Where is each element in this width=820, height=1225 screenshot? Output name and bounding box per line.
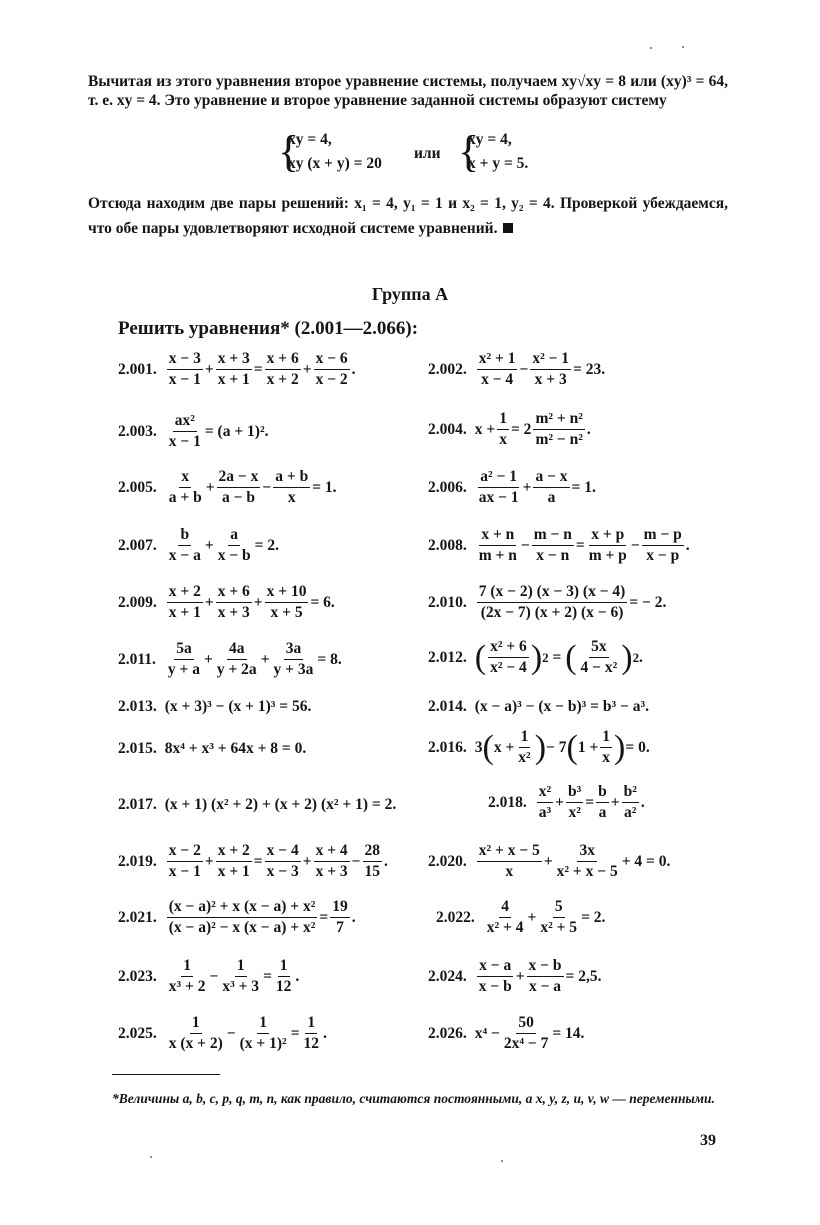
numerator: 1 [190, 1014, 202, 1034]
footnote-rule [112, 1074, 220, 1075]
numerator: m² + n² [533, 410, 584, 430]
fraction [642, 526, 684, 565]
fraction [600, 728, 612, 767]
problem-number: 2.004. [428, 420, 467, 438]
numerator: 4 [499, 898, 511, 918]
fraction [216, 350, 252, 389]
problem-2-004: 2.004. x + $\frac{1}{x}$ = 2 $\frac{\text{m² + n²}}{\text{m² − n²}}$ . [428, 410, 591, 448]
problem-number: 2.018. [488, 793, 527, 811]
denominator: x − p [646, 547, 680, 564]
parenthesis: ) [614, 728, 626, 766]
problem-2-020: 2.020. $\frac{\text{x² + x − 5}}{x}$ + $\frac{3x}{\text{x² + x − 5}}$ + 4 = 0. [428, 842, 671, 880]
denominator: x³ + 2 [168, 978, 206, 995]
mid: − 7 [546, 738, 567, 756]
numerator: x² + 1 [477, 350, 518, 370]
rhs: = 2. [581, 908, 606, 926]
denominator: x − b [478, 978, 512, 995]
fraction [167, 898, 318, 937]
fraction [166, 640, 202, 679]
solve-heading: Решить уравнения* (2.001—2.066): [118, 318, 419, 339]
problem-2-014 [428, 698, 649, 716]
numerator: x + n [479, 526, 516, 546]
rhs: = 8. [317, 650, 342, 668]
denominator: x [602, 749, 611, 766]
fraction [220, 957, 261, 996]
problem-2-021: 2.021. $\frac{\text{(x − a)² + x (x − a) + x²}}{\text{(x − a)² − x (x − a) + x²}}$ = $\frac{19}{7}$ . [118, 898, 356, 936]
numerator: x + 3 [216, 350, 252, 370]
fraction [273, 468, 310, 507]
lhs: x + [474, 420, 496, 438]
exponent: 2 [632, 649, 640, 665]
denominator: y + 3a [273, 661, 314, 678]
inner: 1 + [577, 738, 599, 756]
numerator: 19 [330, 898, 350, 918]
problem-2-011: 2.011. $\frac{5a}{y + a}$ + $\frac{4a}{y + 2a}$ + $\frac{3a}{y + 3a}$ = 8. [118, 640, 342, 678]
problem-number: 2.003. [118, 422, 157, 440]
numerator: 3x [577, 842, 597, 862]
fraction [216, 583, 252, 622]
problem-2-010 [428, 583, 666, 622]
system-left-eq2: xy (x + y) = 20 [288, 155, 382, 172]
denominator: x + 5 [270, 604, 303, 621]
rhs: + 4 = 0. [621, 852, 671, 870]
rhs: = (a + 1)². [204, 422, 269, 440]
fraction [587, 526, 629, 565]
problem-2-018: 2.018. $\frac{\text{x²}}{\text{a³}}$ + $\frac{\text{b³}}{\text{x²}}$ = $\frac{b}{a}$ + $\frac{\text{b²}}{\text{a²}}$ . [488, 783, 645, 821]
result-text: Отсюда находим две пары решений: x₁ = 4, y₁ = 1 и x₂ = 1, y₂ = 4. Проверкой убеждаемся, что обе пары удовлетворяют исходной системе уравнений. [88, 195, 728, 237]
system-left-eq1: xy = 4, [288, 131, 332, 148]
numerator: b² [622, 783, 639, 803]
numerator: a + b [273, 468, 310, 488]
footnote: *Величины a, b, c, p, q, m, n, как правило, считаются постоянными, а x, y, z, u, v, w — переменными. [112, 1091, 715, 1106]
problem-number: 2.010. [428, 593, 467, 611]
rhs: = 23. [573, 360, 606, 378]
rhs: = 2,5. [565, 967, 602, 985]
fraction [167, 842, 203, 881]
scan-speck [501, 1160, 503, 1162]
system-or: или [414, 145, 441, 162]
numerator: ax² [173, 412, 197, 432]
numerator: 2a − x [217, 468, 261, 488]
numerator: 5a [174, 640, 194, 660]
numerator: x [179, 468, 191, 488]
fraction [622, 783, 639, 822]
numerator: 5x [589, 638, 609, 658]
denominator: (x − a)² − x (x − a) + x² [168, 919, 316, 936]
parenthesis: ( [474, 638, 487, 676]
problem-number: 2.016. [428, 738, 467, 756]
numerator: b³ [566, 783, 583, 803]
brace-right: { [458, 127, 480, 176]
rhs: = 2. [254, 536, 279, 554]
brace-left: { [278, 127, 300, 176]
numerator: 1 [497, 410, 509, 430]
problem-2-008: 2.008. $\frac{x + n}{m + n}$ − $\frac{m - n}{x - n}$ = $\frac{x + p}{m + p}$ − $\frac{m - p}{x - p}$ . [428, 526, 690, 564]
group-title: Группа А [371, 284, 449, 304]
fraction [533, 410, 584, 449]
fraction [167, 1014, 225, 1053]
problem-2-003 [118, 412, 268, 451]
scan-speck [150, 1156, 152, 1158]
problem-2-005: 2.005. $\frac{x}{a + b}$ + $\frac{2a - x}{a - b}$ − $\frac{a + b}{x}$ = 1. [118, 468, 337, 506]
numerator: 1 [257, 1014, 269, 1034]
problem-number: 2.011. [118, 650, 156, 668]
fraction [533, 468, 569, 507]
denominator: 2x⁴ − 7 [503, 1035, 549, 1052]
equation: 8x⁴ + x³ + 64x + 8 = 0. [164, 740, 307, 757]
problem-number: 2.013. [118, 698, 157, 715]
problem-2-015 [118, 740, 306, 758]
problem-number: 2.001. [118, 360, 157, 378]
denominator: x + 1 [217, 863, 250, 880]
fraction [497, 410, 509, 449]
denominator: x − 1 [168, 371, 201, 388]
problem-number: 2.024. [428, 967, 467, 985]
numerator: 1 [519, 728, 531, 748]
fraction [215, 640, 259, 679]
scan-speck [650, 47, 652, 49]
problem-2-019: 2.019. $\frac{x - 2}{x - 1}$ + $\frac{x + 2}{x + 1}$ = $\frac{x - 4}{x - 3}$ + $\frac{x + 4}{x + 3}$ − $\frac{28}{15}$ . [118, 842, 388, 880]
rhs: = 6. [310, 593, 335, 611]
denominator: x² + 4 [486, 919, 524, 936]
problem-number: 2.008. [428, 536, 467, 554]
numerator: 1 [600, 728, 612, 748]
fraction [532, 526, 574, 565]
problem-number: 2.021. [118, 908, 157, 926]
denominator: 12 [303, 1035, 320, 1052]
numerator: b [178, 526, 191, 546]
numerator: x − 4 [265, 842, 301, 862]
problem-2-002: 2.002. $\frac{\text{x² + 1}}{x - 4}$ − $\frac{\text{x² − 1}}{x + 3}$ = 23. [428, 350, 606, 388]
numerator: 50 [516, 1014, 536, 1034]
denominator: x² [518, 749, 531, 766]
denominator: x [287, 489, 296, 506]
problem-2-012: 2.012. ( $\frac{\text{x² + 6}}{\text{x² − 4}}$ ) 2 = ( $\frac{5x}{\text{4 − x²}}$ ) 2 . [428, 638, 643, 676]
numerator: m − p [642, 526, 684, 546]
fraction [527, 957, 564, 996]
denominator: (x + 1)² [239, 1035, 287, 1052]
fraction [167, 583, 203, 622]
fraction [167, 468, 204, 507]
equation: (x + 1) (x² + 2) + (x + 2) (x² + 1) = 2. [164, 796, 397, 813]
denominator: 4 − x² [580, 659, 618, 676]
problem-number: 2.005. [118, 478, 157, 496]
rhs: = 1. [312, 478, 337, 496]
denominator: a³ [538, 804, 552, 821]
denominator: x − 1 [168, 433, 201, 450]
fraction [516, 728, 532, 767]
numerator: x − 6 [314, 350, 350, 370]
numerator: x − b [527, 957, 564, 977]
problem-number: 2.007. [118, 536, 157, 554]
system-right-eq1: xy = 4, [468, 131, 512, 148]
problem-2-023: 2.023. $\frac{1}{\text{x³ + 2}}$ − $\frac{1}{\text{x³ + 3}}$ = $\frac{1}{12}$ . [118, 957, 300, 995]
denominator: m + p [588, 547, 627, 564]
fraction [477, 350, 518, 389]
denominator: a + b [168, 489, 202, 506]
fraction [537, 783, 553, 822]
problem-2-026 [428, 1014, 584, 1053]
denominator: y + 2a [216, 661, 257, 678]
numerator: x − 2 [167, 842, 203, 862]
fraction [314, 842, 350, 881]
problem-number: 2.022. [436, 908, 475, 926]
numerator: x² + 6 [488, 638, 529, 658]
denominator: x² + 5 [540, 919, 578, 936]
fraction [477, 957, 514, 996]
numerator: a [228, 526, 240, 546]
fraction [216, 526, 253, 565]
numerator: x + p [589, 526, 626, 546]
denominator: x − b [217, 547, 251, 564]
numerator: x + 2 [216, 842, 252, 862]
denominator: x − 1 [168, 863, 201, 880]
fraction [596, 783, 609, 822]
fraction [477, 526, 519, 565]
scan-speck [682, 46, 684, 48]
fraction [265, 583, 309, 622]
fraction [538, 898, 579, 937]
fraction [530, 350, 571, 389]
equation: (x − a)³ − (x − b)³ = b³ − a³. [474, 698, 650, 715]
problem-2-017 [118, 796, 396, 814]
fraction [265, 350, 301, 389]
denominator: x² [568, 804, 581, 821]
denominator: x − a [168, 547, 201, 564]
fraction [167, 526, 203, 565]
denominator: x (x + 2) [168, 1035, 223, 1052]
denominator: x + 3 [315, 863, 348, 880]
numerator: x + 2 [167, 583, 203, 603]
problem-2-022: 2.022. $\frac{4}{\text{x² + 4}}$ + $\frac{5}{\text{x² + 5}}$ = 2. [436, 898, 606, 936]
problem-number: 2.025. [118, 1024, 157, 1042]
numerator: 1 [305, 1014, 317, 1034]
denominator: x² + x − 5 [556, 863, 618, 880]
numerator: x² [537, 783, 553, 803]
mid: = 2 [510, 420, 532, 438]
numerator: 3a [284, 640, 304, 660]
result-paragraph [88, 191, 728, 241]
problem-number: 2.026. [428, 1024, 467, 1042]
coefficient: 3 [474, 738, 483, 756]
denominator: x² − 4 [490, 659, 527, 676]
fraction [302, 1014, 322, 1053]
denominator: 12 [275, 978, 292, 995]
fraction [274, 957, 294, 996]
fraction [216, 842, 252, 881]
rhs: = − 2. [629, 593, 667, 611]
numerator: 1 [278, 957, 290, 977]
fraction [555, 842, 620, 881]
problem-2-016 [428, 728, 650, 767]
fraction [330, 898, 350, 937]
parenthesis: ) [621, 638, 633, 676]
numerator: x − 3 [167, 350, 203, 370]
fraction [488, 638, 529, 677]
parenthesis: ) [534, 728, 547, 766]
system-right [458, 127, 529, 176]
denominator: x − n [536, 547, 570, 564]
inner: x + [493, 738, 515, 756]
numerator: a − x [533, 468, 569, 488]
fraction [167, 957, 208, 996]
numerator: x + 6 [216, 583, 252, 603]
problem-number: 2.015. [118, 740, 157, 757]
rhs: = 0. [625, 738, 650, 756]
rhs: = 14. [552, 1024, 585, 1042]
parenthesis: ( [566, 728, 578, 766]
denominator: x + 2 [266, 371, 299, 388]
page-number: 39 [700, 1132, 716, 1149]
problem-number: 2.009. [118, 593, 157, 611]
problem-2-001: 2.001. $\frac{x - 3}{x - 1}$ + $\frac{x + 3}{x + 1}$ = $\frac{x + 6}{x + 2}$ + $\frac{x - 6}{x - 2}$ . [118, 350, 356, 388]
problem-number: 2.014. [428, 698, 467, 715]
fraction [502, 1014, 550, 1053]
intro-paragraph: Вычитая из этого уравнения второе уравнение системы, получаем xy√xy = 8 или (xy)³ = 64, т. е. xy = 4. Это уравнение и второе уравнение заданной системы образуют систему [88, 73, 728, 109]
numerator: 1 [235, 957, 247, 977]
fraction [477, 583, 628, 622]
denominator: x [505, 863, 514, 880]
problem-2-024: 2.024. $\frac{x - a}{x - b}$ + $\frac{x - b}{x - a}$ = 2,5. [428, 957, 602, 995]
denominator: x + 3 [217, 604, 250, 621]
numerator: 4a [227, 640, 247, 660]
fraction [314, 350, 350, 389]
denominator: x + 1 [168, 604, 201, 621]
denominator: ax − 1 [478, 489, 519, 506]
fraction [363, 842, 383, 881]
parenthesis: ( [565, 638, 577, 676]
numerator: m − n [532, 526, 574, 546]
numerator: x + 6 [265, 350, 301, 370]
problem-number: 2.019. [118, 852, 157, 870]
problem-2-007: 2.007. $\frac{b}{x - a}$ + $\frac{a}{x - b}$ = 2. [118, 526, 279, 564]
fraction [238, 1014, 289, 1053]
numerator: 7 (x − 2) (x − 3) (x − 4) [477, 583, 628, 603]
problem-number: 2.017. [118, 796, 157, 813]
denominator: y + a [167, 661, 200, 678]
denominator: x − a [528, 978, 562, 995]
fraction [265, 842, 301, 881]
end-of-proof-icon [503, 223, 513, 233]
fraction [477, 842, 542, 881]
problem-number: 2.012. [428, 648, 467, 666]
numerator: x² + x − 5 [477, 842, 542, 862]
denominator: m + n [478, 547, 517, 564]
numerator: x + 4 [314, 842, 350, 862]
denominator: a [598, 804, 607, 821]
equation: (x + 3)³ − (x + 1)³ = 56. [164, 698, 312, 715]
fraction [477, 468, 521, 507]
fraction [167, 350, 203, 389]
numerator: b [596, 783, 609, 803]
numerator: (x − a)² + x (x − a) + x² [167, 898, 318, 918]
denominator: x − 3 [266, 863, 299, 880]
denominator: x + 1 [217, 371, 250, 388]
lhs: x⁴ − [474, 1024, 500, 1042]
numerator: x − a [477, 957, 513, 977]
denominator: x³ + 3 [222, 978, 260, 995]
denominator: (2x − 7) (x + 2) (x − 6) [480, 604, 624, 621]
fraction [167, 412, 203, 451]
problem-number: 2.006. [428, 478, 467, 496]
denominator: 15 [364, 863, 380, 880]
denominator: a [547, 489, 556, 506]
fraction [579, 638, 620, 677]
fraction [272, 640, 316, 679]
denominator: x [499, 431, 507, 448]
rhs: = 1. [571, 478, 596, 496]
fraction [485, 898, 526, 937]
numerator: 28 [363, 842, 383, 862]
denominator: m² − n² [535, 431, 583, 448]
fraction [217, 468, 261, 507]
denominator: 7 [336, 919, 344, 936]
problem-2-025: 2.025. $\frac{1}{x (x + 2)}$ − $\frac{1}{\text{(x + 1)²}}$ = $\frac{1}{12}$ . [118, 1014, 327, 1052]
numerator: x² − 1 [530, 350, 571, 370]
denominator: a² [624, 804, 637, 821]
numerator: x + 10 [265, 583, 309, 603]
problem-2-009: 2.009. $\frac{x + 2}{x + 1}$ + $\frac{x + 6}{x + 3}$ + $\frac{x + 10}{x + 5}$ = 6. [118, 583, 335, 621]
parenthesis: ) [530, 638, 543, 676]
numerator: 1 [181, 957, 193, 977]
system-right-eq2: x + y = 5. [468, 155, 529, 172]
exponent: 2 [542, 649, 549, 665]
parenthesis: ( [482, 728, 494, 766]
numerator: 5 [553, 898, 565, 918]
numerator: a² − 1 [478, 468, 519, 488]
problem-number: 2.023. [118, 967, 157, 985]
fraction [566, 783, 583, 822]
problem-number: 2.020. [428, 852, 467, 870]
denominator: a − b [221, 489, 255, 506]
problem-2-013 [118, 698, 311, 716]
problem-2-006: 2.006. $\frac{\text{a² − 1}}{ax - 1}$ + $\frac{a - x}{a}$ = 1. [428, 468, 596, 506]
denominator: x − 4 [481, 371, 514, 388]
system-left [278, 127, 382, 176]
denominator: x − 2 [315, 371, 348, 388]
problem-number: 2.002. [428, 360, 467, 378]
denominator: x + 3 [534, 371, 567, 388]
